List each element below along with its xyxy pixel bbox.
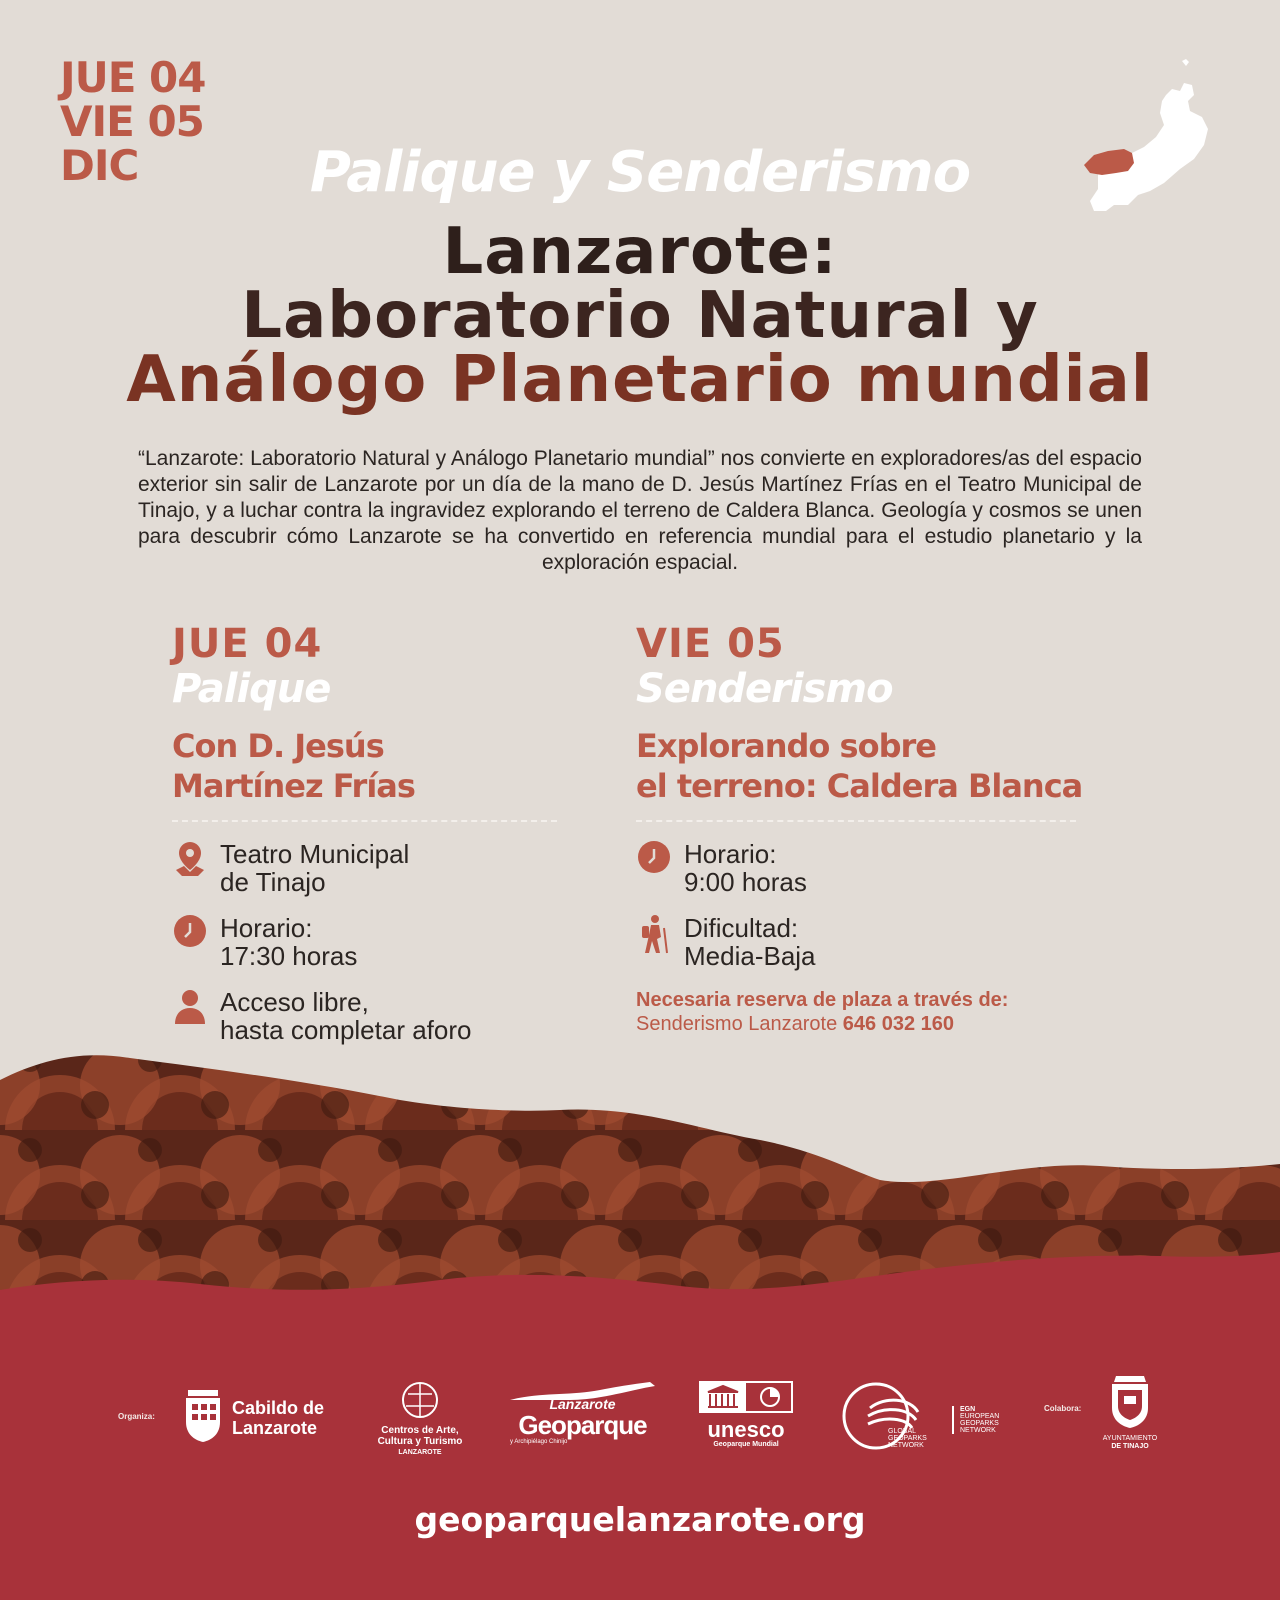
- detail-time: [636, 840, 1106, 896]
- detail-line: hasta completar aforo: [220, 1015, 472, 1045]
- organiza-label: Organiza:: [118, 1412, 155, 1421]
- headline-line: Explorando sobre: [636, 727, 936, 765]
- tinajo-crest-icon: [1108, 1374, 1152, 1430]
- centros-globe-icon: [398, 1380, 442, 1420]
- website-link[interactable]: geoparquelanzarote.org: [414, 1500, 866, 1539]
- tinajo-logo[interactable]: [1098, 1374, 1162, 1451]
- title-line: Análogo Planetario mundial: [126, 343, 1154, 417]
- dashed-divider: [172, 820, 557, 822]
- reservation-note: [636, 988, 1106, 1036]
- detail-time: [172, 914, 572, 970]
- clock-icon: [172, 914, 208, 954]
- event-thursday: [172, 622, 572, 1044]
- ggn-text: GLOBAL: [888, 1428, 917, 1435]
- cabildo-shield-icon: [182, 1388, 224, 1444]
- detail-line: 9:00 horas: [684, 867, 807, 897]
- tinajo-text: DE TINAJO: [1111, 1443, 1149, 1450]
- geoparque-text: y Archipiélago Chinijo: [510, 1439, 568, 1445]
- ggn-logo[interactable]: [840, 1378, 927, 1449]
- ggn-text: GEOPARKS: [888, 1435, 927, 1442]
- centros-text: Centros de Arte,: [381, 1425, 459, 1436]
- unesco-temple-icon: [698, 1380, 794, 1414]
- cabildo-logo[interactable]: [182, 1386, 342, 1450]
- detail-line: Media-Baja: [684, 941, 816, 971]
- event-title: [0, 215, 1280, 417]
- detail-line: Acceso libre,: [220, 987, 369, 1017]
- headline-line: el terreno: Caldera Blanca: [636, 767, 1083, 805]
- event-day: JUE 04: [172, 621, 323, 667]
- centros-text: Cultura y Turismo: [377, 1436, 463, 1447]
- dashed-divider: [636, 820, 1076, 822]
- egn-logo[interactable]: [952, 1406, 1010, 1434]
- clock-icon: [636, 840, 672, 880]
- colabora-label: Colabora:: [1044, 1404, 1082, 1413]
- hiker-icon: [636, 914, 672, 954]
- unesco-text: unesco: [707, 1417, 785, 1442]
- egn-text: GEOPARKS: [960, 1420, 999, 1427]
- date-line: DIC: [60, 141, 139, 190]
- egn-text: NETWORK: [960, 1427, 996, 1434]
- unesco-text: Geoparque Mundial: [713, 1441, 779, 1448]
- centros-logo[interactable]: [370, 1380, 470, 1458]
- headline-line: Martínez Frías: [172, 767, 415, 805]
- person-icon: [172, 988, 208, 1028]
- cabildo-text: Cabildo de: [232, 1398, 325, 1418]
- event-description: “Lanzarote: Laboratorio Natural y Análogo Planetario mundial” nos convierte en exploradores/as del espacio exterior sin salir de Lanzarote por un día de la mano de D. Jesús Martínez Frías en el Teatro Municipal de Tinajo, y a luchar contra la ingravidez explorando el terreno de Caldera Blanca. Geología y cosmos se unen para descubrir cómo Lanzarote se ha convertido en referencia mundial para el estudio planetario y la exploración espacial.: [138, 447, 1142, 574]
- headline-line: Con D. Jesús: [172, 727, 384, 765]
- detail-line: 17:30 horas: [220, 941, 358, 971]
- title-line: Laboratorio Natural y: [241, 279, 1039, 353]
- reservation-org: Senderismo Lanzarote: [636, 1013, 843, 1035]
- location-pin-icon: [172, 840, 208, 880]
- event-kind: Palique: [172, 666, 331, 712]
- detail-line: de Tinajo: [220, 867, 326, 897]
- tinajo-text: AYUNTAMIENTO: [1102, 1435, 1158, 1442]
- event-headline: [636, 726, 1106, 806]
- event-headline: [172, 726, 572, 806]
- geoparque-text: Lanzarote: [549, 1396, 616, 1412]
- event-subtitle: Palique y Senderismo: [309, 140, 971, 205]
- reservation-label: Necesaria reserva de plaza a través de:: [636, 989, 1009, 1011]
- centros-text: LANZAROTE: [398, 1449, 442, 1456]
- detail-line: Horario:: [684, 839, 777, 869]
- detail-line: Dificultad:: [684, 913, 799, 943]
- cabildo-text: Lanzarote: [232, 1418, 318, 1438]
- geoparque-text: Geoparque: [518, 1410, 647, 1440]
- ggn-text: NETWORK: [888, 1442, 924, 1449]
- detail-line: Horario:: [220, 913, 313, 943]
- detail-location: [172, 840, 572, 896]
- geoparque-logo[interactable]: [510, 1382, 655, 1445]
- detail-access: [172, 988, 572, 1044]
- egn-text: EGN: [960, 1406, 976, 1413]
- event-friday: [636, 622, 1106, 1036]
- date-line: JUE 04: [60, 53, 206, 102]
- detail-difficulty: [636, 914, 1106, 970]
- event-kind: Senderismo: [636, 666, 893, 712]
- egn-text: EUROPEAN: [960, 1413, 1000, 1420]
- sponsor-logos: [0, 1386, 1280, 1466]
- detail-line: Teatro Municipal: [220, 839, 410, 869]
- title-line: Lanzarote:: [442, 215, 838, 289]
- reservation-phone[interactable]: 646 032 160: [842, 1013, 955, 1035]
- date-line: VIE 05: [60, 97, 204, 146]
- event-day: VIE 05: [636, 621, 785, 667]
- unesco-logo[interactable]: [698, 1380, 794, 1448]
